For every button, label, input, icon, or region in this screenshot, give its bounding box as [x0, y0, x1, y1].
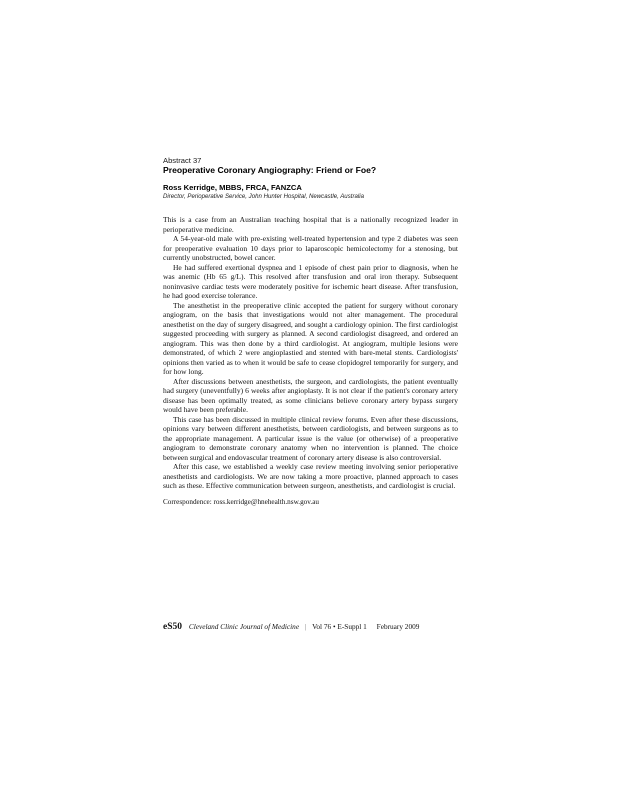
journal-name: Cleveland Clinic Journal of Medicine [188, 622, 300, 631]
article-body [163, 215, 458, 491]
abstract-article [163, 156, 458, 507]
publication-date: February 2009 [376, 622, 420, 631]
paragraph: This case has been discussed in multiple clinical review forums. Even after these discussions, opinions vary between different anesthetists, between cardiologists, and between surgeons as to the appropriate management. A particular issue is the value (or otherwise) of a preoperative angiogram to demonstrate coronary anatomy when no intervention is planned. The choice between surgical and endovascular treatment of coronary artery disease is also controversial. [163, 414, 458, 462]
journal-volume: Vol 76 • E-Suppl 1 [312, 622, 367, 631]
article-title: Preoperative Coronary Angiography: Friend or Foe? [163, 165, 377, 175]
author-affiliation: Director, Perioperative Service, John Hunter Hospital, Newcastle, Australia [163, 193, 364, 200]
author-name: Ross Kerridge, MBBS, FRCA, FANZCA [163, 183, 302, 192]
correspondence-line: Correspondence: ross.kerridge@hnehealth.nsw.gov.au [163, 497, 319, 506]
paragraph: After this case, we established a weekly case review meeting involving senior perioperative anesthetists and cardiologists. We are now taking a more proactive, planned approach to cases such as these. Effective communication between surgeon, anesthetists, and cardiologist is crucial. [163, 462, 458, 490]
paragraph: After discussions between anesthetists, the surgeon, and cardiologists, the patient eventually had surgery (uneventfully) 6 weeks after angioplasty. It is not clear if the patient's coronary artery disease has been optimally treated, as some clinicians believe coronary artery bypass surgery would have been preferable. [163, 376, 458, 414]
paragraph: This is a case from an Australian teaching hospital that is a nationally recognized leader in perioperative medicine. [163, 215, 458, 234]
page-number: eS50 [163, 622, 182, 632]
paragraph: He had suffered exertional dyspnea and 1 episode of chest pain prior to diagnosis, when he was anemic (Hb 65 g/L). This resolved after transfusion and oral iron therapy. Subsequent noninvasive cardiac tests were moderately positive for ischemic heart disease. After transfusion, he had good exercise tolerance. [163, 262, 458, 300]
paragraph: The anesthetist in the preoperative clinic accepted the patient for surgery without coronary angiogram, on the basis that investigations would not alter management. The procedural anesthetist on the day of surgery disagreed, and sought a cardiology opinion. The first cardiologist suggested proceeding with surgery as planned. A second cardiologist disagreed, and ordered an angiogram. This was then done by a third cardiologist. At angiogram, multiple lesions were demonstrated, of which 2 were angioplastied and stented with bare-metal stents. Cardiologists' opinions then varied as to when it would be safe to cease clopidogrel temporarily for surgery, and for how long. [163, 300, 458, 376]
page-footer [163, 622, 463, 632]
footer-separator: | [304, 622, 307, 631]
abstract-number: Abstract 37 [163, 156, 202, 165]
paragraph: A 54-year-old male with pre-existing well-treated hypertension and type 2 diabetes was seen for preoperative evaluation 10 days prior to laparoscopic hemicolectomy for a stenosing, but currently unobstructed, bowel cancer. [163, 234, 458, 262]
